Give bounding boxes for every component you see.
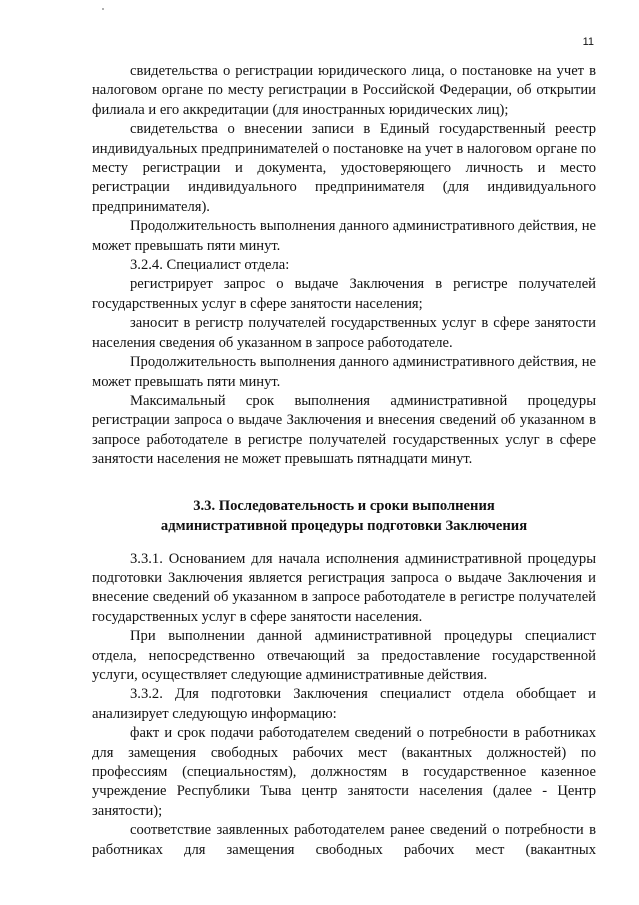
section-heading-3-3 <box>92 496 596 536</box>
paragraph-clause-3-3-1: 3.3.1. Основанием для начала исполнения административной процедуры подготовки Заключения является регистрация запроса о выдаче Заключения и внесение сведений об указанном в запросе работодателе в регистре получателей государственных услуг в сфере занятости населения. <box>92 550 596 625</box>
paragraph-registration-certificate: свидетельства о регистрации юридического лица, о постановке на учет в налоговом органе по месту регистрации в Российской Федерации, об открытии филиала и его аккредитации (для иностранных юридических лиц); <box>92 63 596 118</box>
paragraph-specialist-actions: При выполнении данной административной процедуры специалист отдела, непосредственно отвечающий за предоставление государственной услуги, осуществляет следующие административные действия. <box>92 628 596 683</box>
page-number: 11 <box>582 36 594 48</box>
paragraph-submission-fact: факт и срок подачи работодателем сведений о потребности в работниках для замещения свободных рабочих мест (вакантных должностей) по профессиям (специальностям), должностям в государственное казенное учреждение Республики Тыва центр занятости населения (далее - Центр занятости); <box>92 725 596 819</box>
scan-speck <box>102 8 104 10</box>
page-content <box>92 62 596 860</box>
paragraph-duration-2: Продолжительность выполнения данного административного действия, не может превышать пяти минут. <box>92 354 596 390</box>
section-heading-line-1: 3.3. Последовательность и сроки выполнения <box>193 497 495 514</box>
paragraph-max-term: Максимальный срок выполнения административной процедуры регистрации запроса о выдаче Заключения и внесения сведений об указанном в запросе работодателе в регистре получателей государственных услуг в сфере занятости населения не может превышать пятнадцати минут. <box>92 392 596 468</box>
paragraph-egrip-certificate: свидетельства о внесении записи в Единый государственный реестр индивидуальных предпринимателей о постановке на учет в налоговом органе по месту регистрации и документа, удостоверяющего личность и место регистрации индивидуального предпринимателя (для индивидуального предпринимателя). <box>92 121 596 215</box>
paragraph-clause-3-2-4: 3.2.4. Специалист отдела: <box>130 257 290 274</box>
paragraph-clause-3-3-2: 3.3.2. Для подготовки Заключения специалист отдела обобщает и анализирует следующую информацию: <box>92 686 596 722</box>
paragraph-registers-request: регистрирует запрос о выдаче Заключения в регистре получателей государственных услуг в сфере занятости населения; <box>92 276 596 312</box>
section-heading-line-2: административной процедуры подготовки Заключения <box>160 517 528 534</box>
paragraph-enters-register: заносит в регистр получателей государственных услуг в сфере занятости населения сведения об указанном в запросе работодателе. <box>92 315 596 351</box>
paragraph-duration-1: Продолжительность выполнения данного административного действия, не может превышать пяти минут. <box>92 218 596 254</box>
paragraph-compliance: соответствие заявленных работодателем ранее сведений о потребности в работниках для замещения свободных рабочих мест (вакантных <box>92 822 596 858</box>
